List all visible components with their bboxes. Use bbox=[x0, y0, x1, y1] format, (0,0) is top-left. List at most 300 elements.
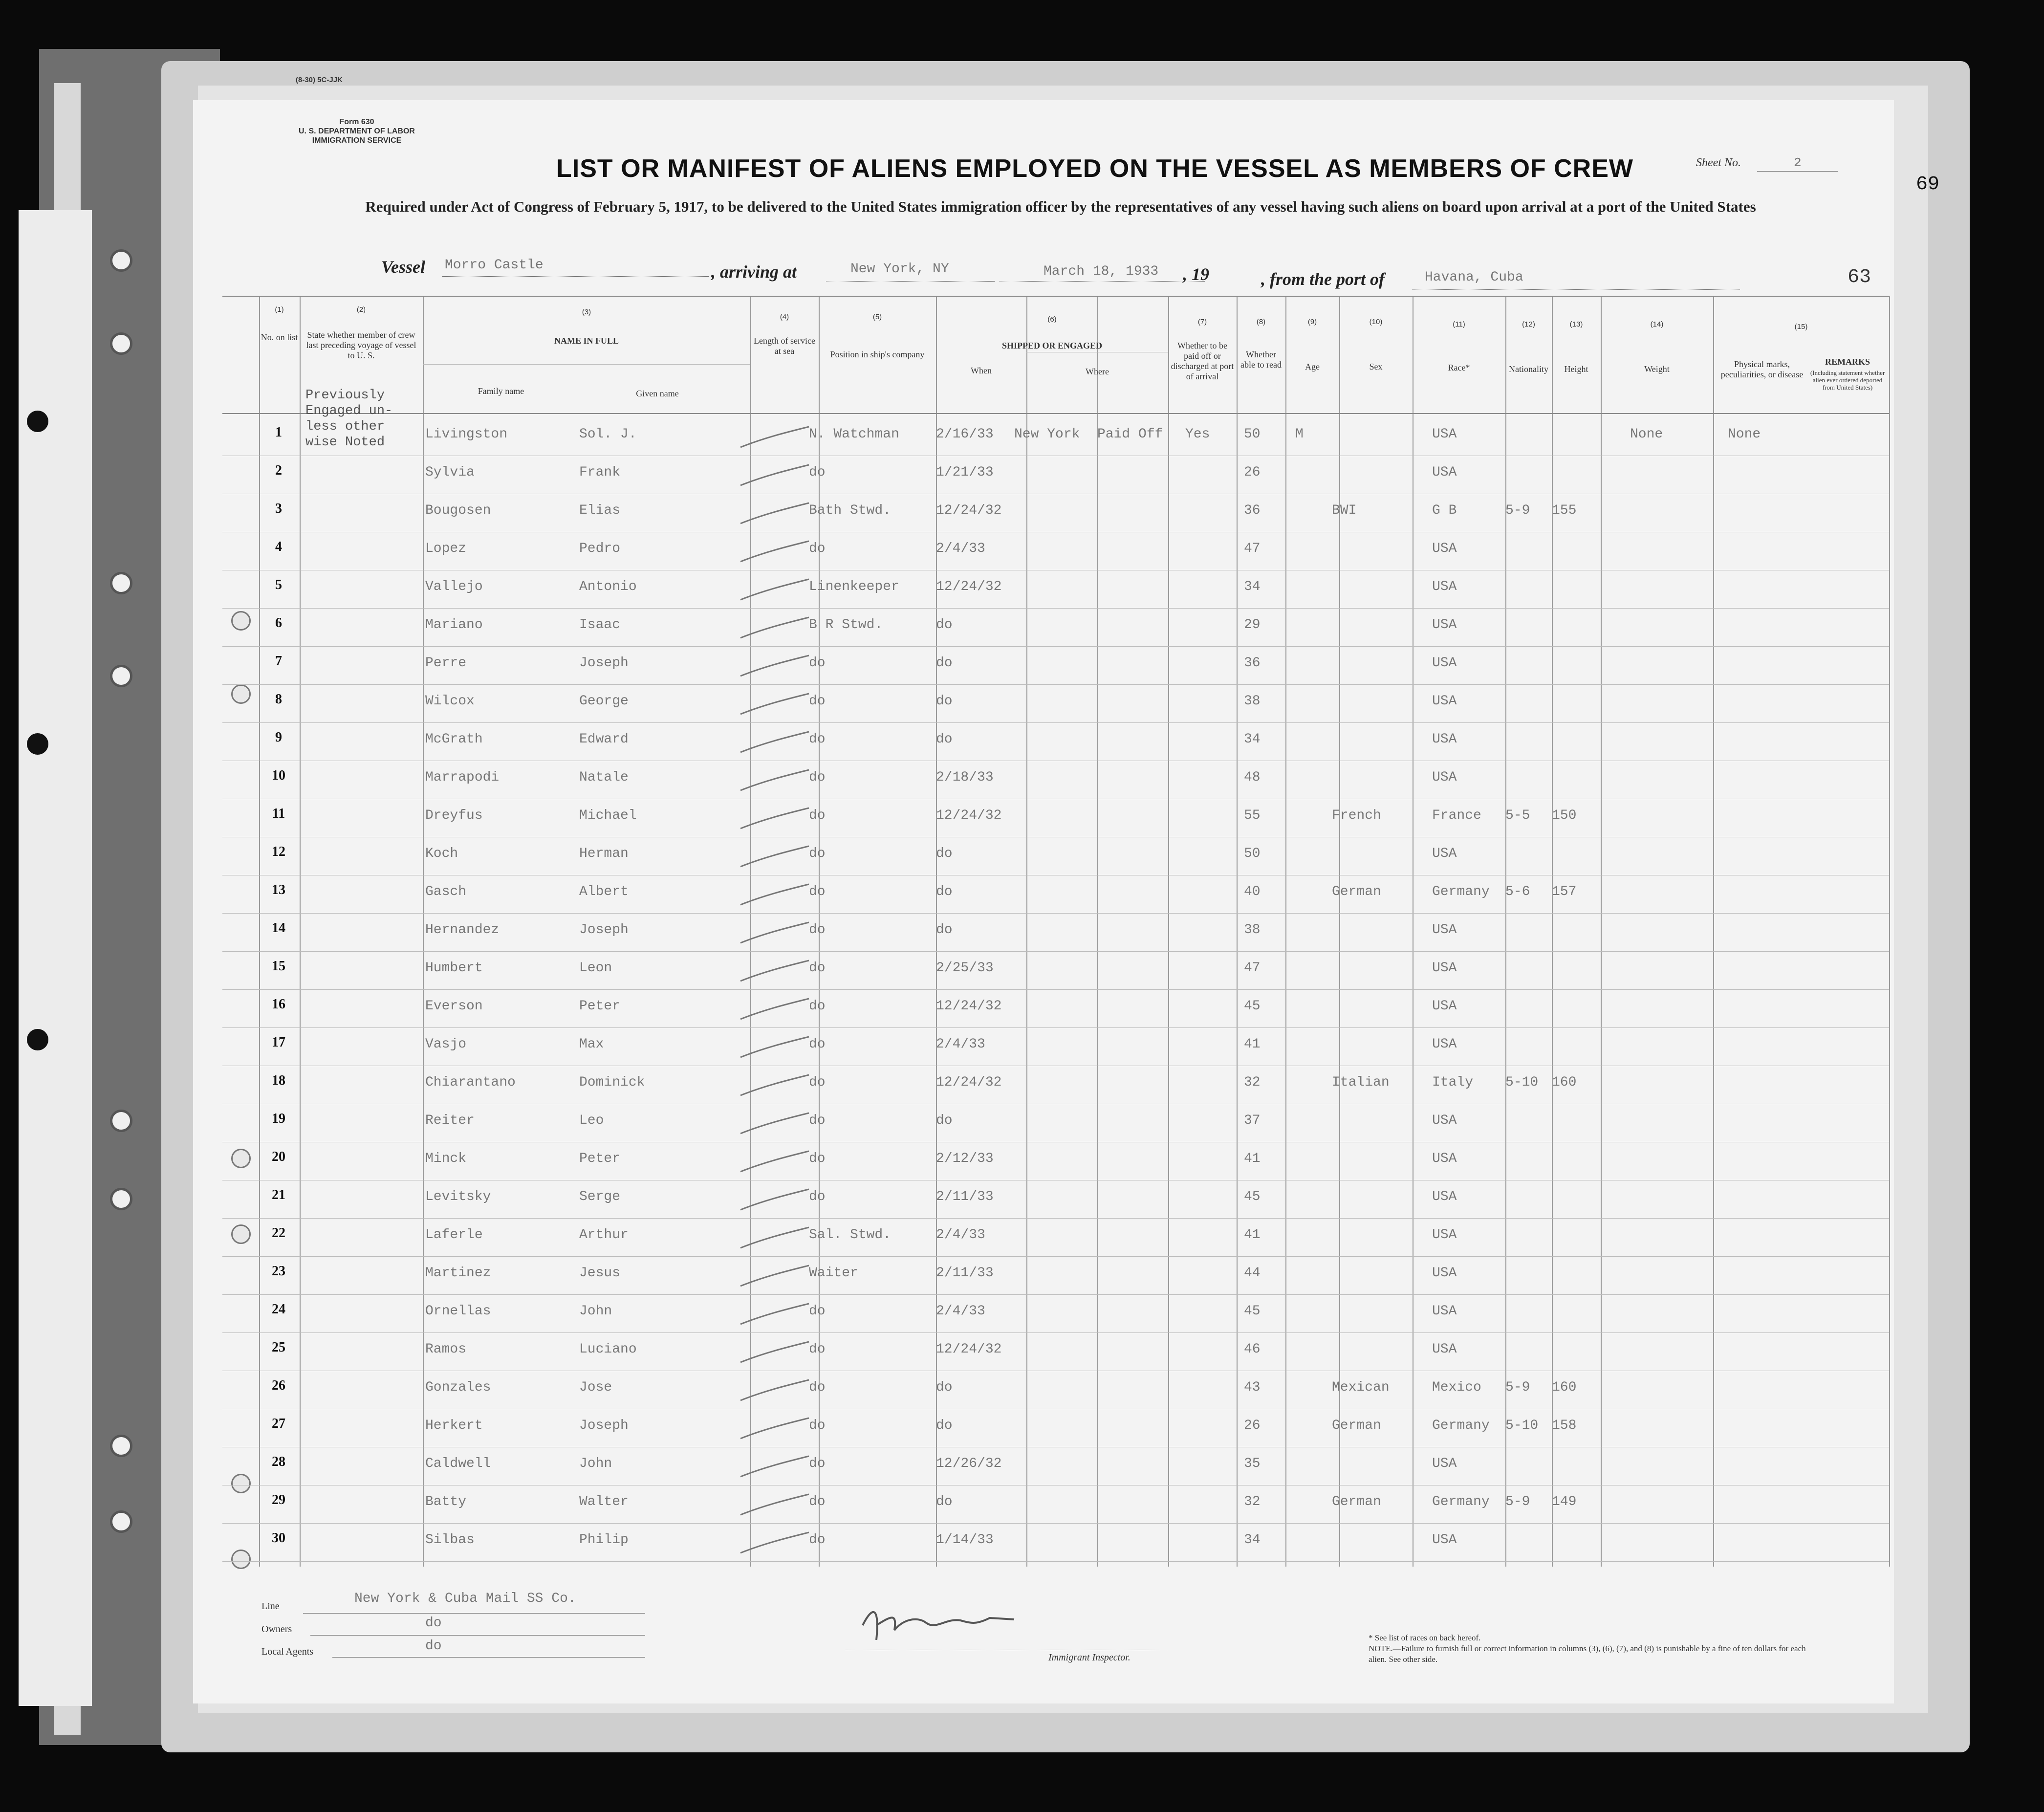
line-label: Line bbox=[261, 1601, 280, 1612]
row-number: 21 bbox=[272, 1187, 285, 1202]
punch-hole bbox=[27, 1029, 48, 1050]
shipped-when: do bbox=[936, 1380, 953, 1395]
header-where: Where bbox=[1086, 367, 1109, 376]
nationality: France bbox=[1432, 808, 1481, 823]
table-row bbox=[222, 1409, 1889, 1447]
height: 5-5 bbox=[1505, 808, 1530, 823]
service-name: IMMIGRATION SERVICE bbox=[312, 136, 402, 145]
service-tick-mark bbox=[736, 1528, 814, 1558]
header-position: Position in ship's company bbox=[830, 349, 925, 359]
service-tick-mark bbox=[736, 1109, 814, 1138]
position: Sal. Stwd. bbox=[809, 1227, 892, 1243]
position: do bbox=[809, 1189, 826, 1204]
service-tick-mark bbox=[736, 461, 814, 490]
given-name: George bbox=[579, 694, 629, 709]
position: do bbox=[809, 1418, 826, 1433]
given-name: Joseph bbox=[579, 922, 629, 938]
shipped-when: 12/24/32 bbox=[936, 808, 1002, 823]
binder-hole bbox=[110, 572, 132, 594]
position: Bath Stwd. bbox=[809, 503, 892, 518]
remarks: None bbox=[1728, 427, 1761, 442]
family-name: Perre bbox=[425, 655, 467, 671]
given-name: Jose bbox=[579, 1380, 612, 1395]
shipped-when: do bbox=[936, 1113, 953, 1128]
row-number: 2 bbox=[275, 463, 282, 478]
position: do bbox=[809, 655, 826, 671]
service-tick-mark bbox=[736, 575, 814, 605]
given-name: Herman bbox=[579, 846, 629, 861]
shipped-when: 2/4/33 bbox=[936, 1227, 985, 1243]
shipped-when: do bbox=[936, 617, 953, 633]
nationality: Mexico bbox=[1432, 1380, 1481, 1395]
age: 41 bbox=[1244, 1227, 1261, 1243]
family-name: Gasch bbox=[425, 884, 467, 899]
height: 5-9 bbox=[1505, 1494, 1530, 1509]
service-tick-mark bbox=[736, 957, 814, 986]
penalty-note: NOTE.—Failure to furnish full or correct information in columns (3), (6), (7), and (8) is punishable by a fine of ten dollars for each alien. See other side. bbox=[1369, 1644, 1806, 1664]
row-number: 12 bbox=[272, 844, 285, 859]
row-number: 1 bbox=[275, 425, 282, 440]
table-row bbox=[222, 952, 1889, 990]
binder-hole bbox=[110, 1110, 132, 1132]
service-tick-mark bbox=[736, 499, 814, 528]
given-name: John bbox=[579, 1304, 612, 1319]
sex: M bbox=[1295, 427, 1304, 442]
age: 34 bbox=[1244, 732, 1261, 747]
position: do bbox=[809, 541, 826, 556]
table-row bbox=[222, 1257, 1889, 1295]
col-number: (12) bbox=[1522, 320, 1535, 328]
service-tick-mark bbox=[736, 613, 814, 643]
table-row bbox=[222, 761, 1889, 799]
col-number: (11) bbox=[1453, 320, 1465, 328]
shipped-when: do bbox=[936, 846, 953, 861]
sheet-number-line bbox=[1757, 171, 1838, 172]
shipped-when: 2/12/33 bbox=[936, 1151, 994, 1166]
nationality: USA bbox=[1432, 1456, 1457, 1471]
position: do bbox=[809, 732, 826, 747]
shipped-when: 12/24/32 bbox=[936, 579, 1002, 594]
given-name: Jesus bbox=[579, 1266, 621, 1281]
family-name: Levitsky bbox=[425, 1189, 491, 1204]
service-tick-mark bbox=[736, 690, 814, 719]
page-subtitle: Required under Act of Congress of February 5, 1917, to be delivered to the United States immigration officer by the representatives of any vessel having such aliens on board upon arrival at a port of the United States bbox=[365, 198, 1756, 215]
position: Linenkeeper bbox=[809, 579, 899, 594]
shipped-when: do bbox=[936, 1494, 953, 1509]
nationality: USA bbox=[1432, 1532, 1457, 1548]
service-tick-mark bbox=[736, 1071, 814, 1100]
given-name: Arthur bbox=[579, 1227, 629, 1243]
given-name: Joseph bbox=[579, 655, 629, 671]
header-name-in-full: NAME IN FULL bbox=[554, 336, 619, 346]
table-row bbox=[222, 723, 1889, 761]
age: 32 bbox=[1244, 1494, 1261, 1509]
shipped-when: 12/24/32 bbox=[936, 503, 1002, 518]
nationality: USA bbox=[1432, 655, 1457, 671]
nationality: Germany bbox=[1432, 1494, 1490, 1509]
row-number: 7 bbox=[275, 654, 282, 669]
given-name: Isaac bbox=[579, 617, 621, 633]
position: B R Stwd. bbox=[809, 617, 883, 633]
table-row bbox=[222, 456, 1889, 494]
note-line: Engaged un- bbox=[305, 404, 393, 418]
punch-hole bbox=[27, 411, 48, 432]
table-row bbox=[222, 1028, 1889, 1066]
row-number: 16 bbox=[272, 997, 285, 1012]
family-name: Lopez bbox=[425, 541, 467, 556]
given-name: Joseph bbox=[579, 1418, 629, 1433]
age: 38 bbox=[1244, 922, 1261, 938]
line-value: New York & Cuba Mail SS Co. bbox=[354, 1591, 576, 1606]
age: 41 bbox=[1244, 1037, 1261, 1052]
service-tick-mark bbox=[736, 423, 814, 452]
height: 5-9 bbox=[1505, 503, 1530, 518]
row-number: 17 bbox=[272, 1035, 285, 1050]
nationality: USA bbox=[1432, 1113, 1457, 1128]
family-name: Batty bbox=[425, 1494, 467, 1509]
race: BWI bbox=[1332, 503, 1357, 518]
race: Mexican bbox=[1332, 1380, 1390, 1395]
family-name: Dreyfus bbox=[425, 808, 483, 823]
age: 44 bbox=[1244, 1266, 1261, 1281]
age: 50 bbox=[1244, 427, 1261, 442]
family-name: Reiter bbox=[425, 1113, 475, 1128]
header-weight: Weight bbox=[1644, 364, 1670, 374]
nationality: USA bbox=[1432, 1151, 1457, 1166]
age: 50 bbox=[1244, 846, 1261, 861]
nationality: USA bbox=[1432, 1304, 1457, 1319]
margin-mark: 69 bbox=[1916, 174, 1940, 196]
col-number: (3) bbox=[582, 308, 591, 316]
given-name: Leon bbox=[579, 961, 612, 976]
arrival-date: March 18, 1933 bbox=[1044, 264, 1159, 279]
sheet-number-value: 2 bbox=[1794, 155, 1802, 170]
position: do bbox=[809, 961, 826, 976]
family-name: Chiarantano bbox=[425, 1075, 516, 1090]
header-race: Race* bbox=[1448, 363, 1470, 372]
binder-hole bbox=[110, 332, 132, 355]
nationality: USA bbox=[1432, 961, 1457, 976]
row-number: 13 bbox=[272, 882, 285, 897]
given-name: Dominick bbox=[579, 1075, 645, 1090]
given-name: Walter bbox=[579, 1494, 629, 1509]
col-number: (15) bbox=[1794, 323, 1808, 331]
binder-hole bbox=[110, 665, 132, 687]
position: do bbox=[809, 1075, 826, 1090]
age: 26 bbox=[1244, 1418, 1261, 1433]
row-number: 15 bbox=[272, 959, 285, 974]
row-number: 3 bbox=[275, 501, 282, 516]
age: 45 bbox=[1244, 999, 1261, 1014]
arriving-underline bbox=[826, 281, 995, 282]
height: 5-9 bbox=[1505, 1380, 1530, 1395]
service-tick-mark bbox=[736, 995, 814, 1024]
col-number: (1) bbox=[275, 306, 284, 314]
age: 45 bbox=[1244, 1304, 1261, 1319]
family-name: Gonzales bbox=[425, 1380, 491, 1395]
service-tick-mark bbox=[736, 537, 814, 567]
col-number: (5) bbox=[872, 313, 882, 321]
col-number: (2) bbox=[356, 306, 366, 314]
header-family-name: Family name bbox=[478, 386, 524, 396]
owners-value: do bbox=[425, 1616, 442, 1631]
note-line: less other bbox=[305, 419, 385, 434]
given-name: Serge bbox=[579, 1189, 621, 1204]
header-remarks-note: (Including statement whether alien ever ordered deported from United States) bbox=[1810, 369, 1885, 391]
vessel-underline bbox=[442, 276, 709, 277]
table-row bbox=[222, 990, 1889, 1028]
race: French bbox=[1332, 808, 1381, 823]
table-row bbox=[222, 1295, 1889, 1333]
shipped-when: do bbox=[936, 694, 953, 709]
note-line: Previously bbox=[305, 388, 385, 403]
shipped-when: 2/4/33 bbox=[936, 541, 985, 556]
shipped-when: 2/25/33 bbox=[936, 961, 994, 976]
age: 37 bbox=[1244, 1113, 1261, 1128]
table-row bbox=[222, 1371, 1889, 1409]
table-row bbox=[222, 1447, 1889, 1485]
given-name: Elias bbox=[579, 503, 621, 518]
age: 35 bbox=[1244, 1456, 1261, 1471]
weight: 160 bbox=[1552, 1380, 1577, 1395]
age: 45 bbox=[1244, 1189, 1261, 1204]
weight: 150 bbox=[1552, 808, 1577, 823]
family-name: Silbas bbox=[425, 1532, 475, 1548]
age: 48 bbox=[1244, 770, 1261, 785]
col-number: (4) bbox=[780, 313, 789, 321]
service-tick-mark bbox=[736, 1338, 814, 1367]
table-row bbox=[222, 1142, 1889, 1180]
row-number: 29 bbox=[272, 1492, 285, 1507]
binder-hole bbox=[110, 249, 132, 272]
given-name: Pedro bbox=[579, 541, 621, 556]
nationality: USA bbox=[1432, 732, 1457, 747]
table-row bbox=[222, 799, 1889, 837]
age: 36 bbox=[1244, 503, 1261, 518]
header-remarks: REMARKS bbox=[1825, 357, 1870, 367]
date-underline bbox=[1000, 281, 1205, 282]
row-number: 10 bbox=[272, 768, 285, 783]
header-height: Height bbox=[1564, 364, 1588, 374]
age: 40 bbox=[1244, 884, 1261, 899]
service-tick-mark bbox=[736, 1262, 814, 1291]
weight: 160 bbox=[1552, 1075, 1577, 1090]
given-name: Leo bbox=[579, 1113, 604, 1128]
owners-label: Owners bbox=[261, 1624, 292, 1635]
nationality: USA bbox=[1432, 1037, 1457, 1052]
vessel-value: Morro Castle bbox=[445, 258, 544, 273]
from-port-label: , from the port of bbox=[1261, 269, 1385, 289]
header-physical-marks: Physical marks, peculiarities, or disease bbox=[1720, 359, 1804, 379]
note-line: wise Noted bbox=[305, 435, 385, 450]
family-name: Bougosen bbox=[425, 503, 491, 518]
line-underline bbox=[303, 1613, 645, 1614]
row-number: 20 bbox=[272, 1149, 285, 1164]
service-tick-mark bbox=[736, 1033, 814, 1062]
age: 41 bbox=[1244, 1151, 1261, 1166]
department-name: U. S. DEPARTMENT OF LABOR bbox=[299, 127, 415, 135]
age: 47 bbox=[1244, 961, 1261, 976]
weight: 149 bbox=[1552, 1494, 1577, 1509]
family-name: Marrapodi bbox=[425, 770, 500, 785]
shipped-when: do bbox=[936, 922, 953, 938]
service-tick-mark bbox=[736, 766, 814, 795]
nationality: USA bbox=[1432, 617, 1457, 633]
given-name: Luciano bbox=[579, 1342, 637, 1357]
family-name: Livingston bbox=[425, 427, 508, 442]
position: do bbox=[809, 846, 826, 861]
shipped-when: 12/24/32 bbox=[936, 999, 1002, 1014]
position: do bbox=[809, 808, 826, 823]
col-number: (14) bbox=[1650, 320, 1664, 328]
position: do bbox=[809, 1380, 826, 1395]
punch-hole bbox=[27, 733, 48, 755]
owners-underline bbox=[310, 1635, 645, 1636]
service-tick-mark bbox=[736, 728, 814, 757]
given-name: Natale bbox=[579, 770, 629, 785]
row-number: 5 bbox=[275, 577, 282, 592]
race: German bbox=[1332, 1494, 1381, 1509]
header-length-of-service: Length of service at sea bbox=[754, 336, 815, 356]
table-row bbox=[222, 1333, 1889, 1371]
col-number: (13) bbox=[1569, 320, 1583, 328]
row-number: 9 bbox=[275, 730, 282, 745]
row-rule bbox=[222, 1561, 1889, 1562]
table-row bbox=[222, 1485, 1889, 1524]
given-name: Antonio bbox=[579, 579, 637, 594]
family-name: Koch bbox=[425, 846, 458, 861]
position: do bbox=[809, 694, 826, 709]
row-number: 11 bbox=[272, 806, 285, 821]
position: do bbox=[809, 884, 826, 899]
row-number: 6 bbox=[275, 615, 282, 631]
able-to-read: Yes bbox=[1185, 427, 1210, 442]
row-number: 14 bbox=[272, 920, 285, 936]
family-name: Caldwell bbox=[425, 1456, 491, 1471]
table-row bbox=[222, 647, 1889, 685]
age: 34 bbox=[1244, 1532, 1261, 1548]
from-port-value: Havana, Cuba bbox=[1425, 270, 1523, 285]
position: N. Watchman bbox=[809, 427, 899, 442]
service-tick-mark bbox=[736, 1376, 814, 1405]
service-tick-mark bbox=[736, 804, 814, 833]
position: do bbox=[809, 1342, 826, 1357]
service-tick-mark bbox=[736, 1414, 814, 1443]
physical-marks: None bbox=[1630, 427, 1663, 442]
shipped-when: 12/24/32 bbox=[936, 1075, 1002, 1090]
header-shipped-engaged: SHIPPED OR ENGAGED bbox=[1001, 341, 1103, 350]
nationality: USA bbox=[1432, 694, 1457, 709]
shipped-when: 12/26/32 bbox=[936, 1456, 1002, 1471]
race: Italian bbox=[1332, 1075, 1390, 1090]
shipped-when: do bbox=[936, 884, 953, 899]
agents-label: Local Agents bbox=[261, 1646, 314, 1657]
service-tick-mark bbox=[736, 652, 814, 681]
shipped-when: 12/24/32 bbox=[936, 1342, 1002, 1357]
shipped-when: 2/18/33 bbox=[936, 770, 994, 785]
col-number: (9) bbox=[1307, 318, 1317, 326]
row-number: 8 bbox=[275, 692, 282, 707]
row-rule bbox=[222, 413, 1889, 414]
page-title: LIST OR MANIFEST OF ALIENS EMPLOYED ON THE VESSEL AS MEMBERS OF CREW bbox=[556, 154, 1633, 183]
service-tick-mark bbox=[736, 918, 814, 948]
row-number: 26 bbox=[272, 1378, 285, 1393]
nationality: Italy bbox=[1432, 1075, 1474, 1090]
races-note: * See list of races on back hereof. bbox=[1369, 1633, 1481, 1642]
age: 46 bbox=[1244, 1342, 1261, 1357]
service-tick-mark bbox=[736, 1223, 814, 1253]
shipped-when: 2/11/33 bbox=[936, 1266, 994, 1281]
binder-hole bbox=[110, 1510, 132, 1533]
nationality: USA bbox=[1432, 1266, 1457, 1281]
nationality: G B bbox=[1432, 503, 1457, 518]
family-name: Hernandez bbox=[425, 922, 500, 938]
service-tick-mark bbox=[736, 1300, 814, 1329]
given-name: Max bbox=[579, 1037, 604, 1052]
family-name: Humbert bbox=[425, 961, 483, 976]
position: do bbox=[809, 1304, 826, 1319]
nationality: USA bbox=[1432, 465, 1457, 480]
shipped-when: 1/21/33 bbox=[936, 465, 994, 480]
family-name: Martinez bbox=[425, 1266, 491, 1281]
nationality: USA bbox=[1432, 1189, 1457, 1204]
nationality: USA bbox=[1432, 427, 1457, 442]
position: do bbox=[809, 1532, 826, 1548]
weight: 155 bbox=[1552, 503, 1577, 518]
table-row bbox=[222, 1219, 1889, 1257]
col-number: (10) bbox=[1369, 318, 1383, 326]
position: do bbox=[809, 465, 826, 480]
age: 43 bbox=[1244, 1380, 1261, 1395]
family-name: Ramos bbox=[425, 1342, 467, 1357]
paid-off: Paid Off bbox=[1097, 427, 1163, 442]
nationality: USA bbox=[1432, 1227, 1457, 1243]
row-rule bbox=[222, 296, 1889, 297]
header-age: Age bbox=[1305, 362, 1320, 371]
arriving-value: New York, NY bbox=[850, 262, 949, 277]
weight: 157 bbox=[1552, 884, 1577, 899]
family-name: Herkert bbox=[425, 1418, 483, 1433]
row-number: 27 bbox=[272, 1416, 285, 1431]
race: German bbox=[1332, 884, 1381, 899]
race: German bbox=[1332, 1418, 1381, 1433]
manifest-table bbox=[222, 296, 1889, 1567]
header-nationality: Nationality bbox=[1509, 364, 1548, 374]
col-number: (6) bbox=[1047, 315, 1057, 324]
given-name: Albert bbox=[579, 884, 629, 899]
family-name: Minck bbox=[425, 1151, 467, 1166]
age: 47 bbox=[1244, 541, 1261, 556]
table-row bbox=[222, 532, 1889, 570]
table-row bbox=[222, 609, 1889, 647]
family-name: Vallejo bbox=[425, 579, 483, 594]
nationality: Germany bbox=[1432, 1418, 1490, 1433]
position: do bbox=[809, 1494, 826, 1509]
position: do bbox=[809, 1456, 826, 1471]
position: do bbox=[809, 1037, 826, 1052]
row-number: 18 bbox=[272, 1073, 285, 1088]
given-name: John bbox=[579, 1456, 612, 1471]
row-number: 4 bbox=[275, 539, 282, 554]
age: 34 bbox=[1244, 579, 1261, 594]
vessel-label: Vessel bbox=[381, 257, 425, 277]
row-number: 23 bbox=[272, 1264, 285, 1279]
shipped-when: do bbox=[936, 732, 953, 747]
table-row bbox=[222, 914, 1889, 952]
table-row bbox=[222, 837, 1889, 875]
shipped-when: 2/4/33 bbox=[936, 1304, 985, 1319]
service-tick-mark bbox=[736, 1490, 814, 1520]
